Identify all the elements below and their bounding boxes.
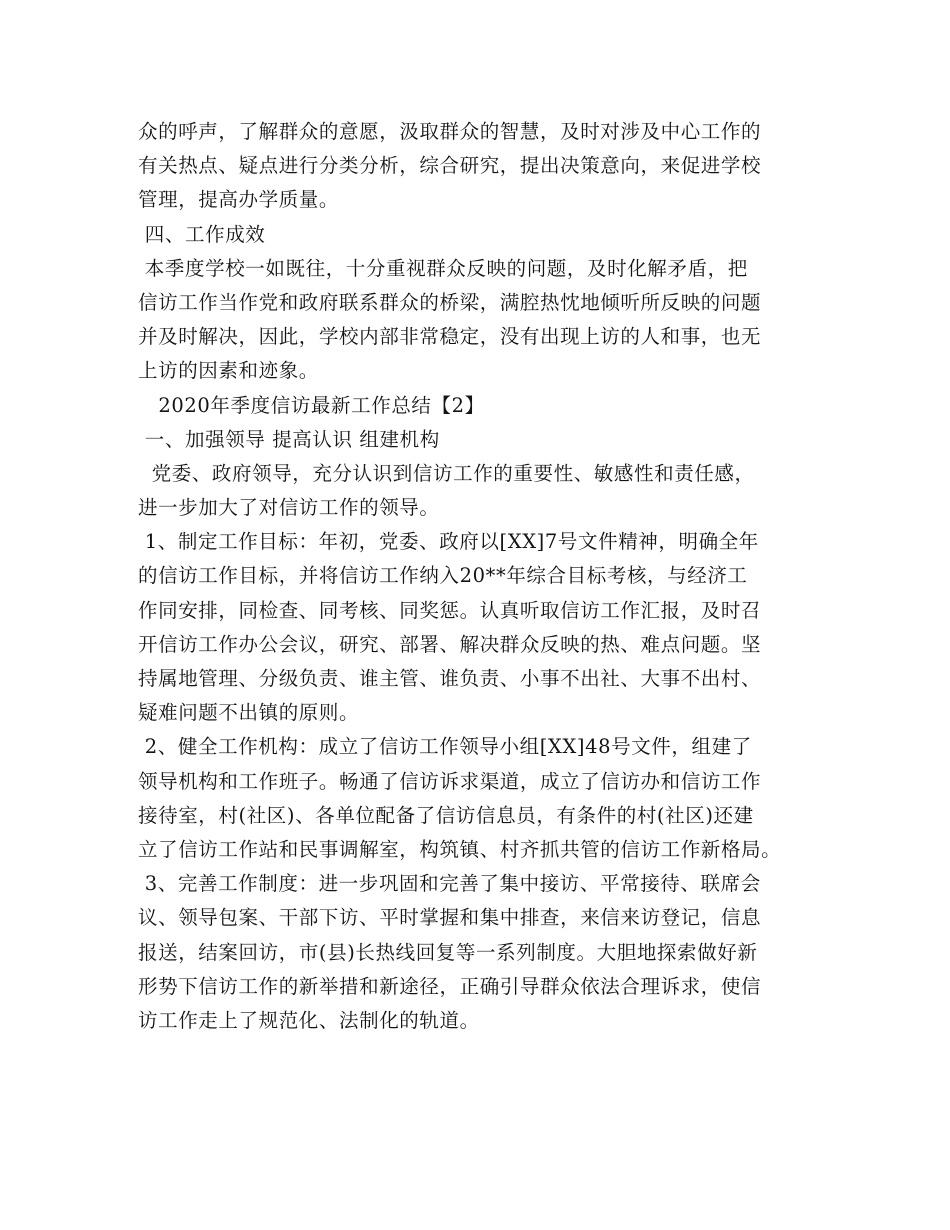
text-line: 作同安排，同检查、同考核、同奖惩。认真听取信访工作汇报，及时召 <box>138 598 762 622</box>
section-heading: 四、工作成效 <box>138 222 266 246</box>
text-line: 进一步加大了对信访工作的领导。 <box>138 496 440 520</box>
text-line: 议、领导包案、干部下访、平时掌握和集中排查，来信来访登记，信息 <box>138 906 762 930</box>
document-body <box>138 115 818 1038</box>
text-line: 有关热点、疑点进行分类分析，综合研究，提出决策意向，来促进学校 <box>138 154 762 178</box>
text-line: 的信访工作目标，并将信访工作纳入20**年综合目标考核，与经济工 <box>138 564 748 588</box>
text-line: 1、制定工作目标：年初，党委、政府以[XX]7号文件精神，明确全年 <box>138 530 759 554</box>
section-heading: 一、加强领导 提高认识 组建机构 <box>138 427 440 451</box>
text-line: 3、完善工作制度：进一步巩固和完善了集中接访、平常接待、联席会 <box>138 872 761 896</box>
text-line: 开信访工作办公会议，研究、部署、解决群众反映的热、难点问题。坚 <box>138 632 762 656</box>
text-line: 信访工作当作党和政府联系群众的桥梁，满腔热忱地倾听所反映的问题 <box>138 290 762 314</box>
text-line: 持属地管理、分级负责、谁主管、谁负责、小事不出社、大事不出村、 <box>138 667 762 690</box>
text-line: 管理，提高办学质量。 <box>138 188 340 212</box>
document-subtitle: 2020年季度信访最新工作总结【2】 <box>138 393 485 417</box>
text-line: 接待室，村(社区)、各单位配备了信访信息员，有条件的村(社区)还建 <box>138 803 754 827</box>
text-line: 疑难问题不出镇的原则。 <box>138 701 360 725</box>
text-line: 领导机构和工作班子。畅通了信访诉求渠道，成立了信访办和信访工作 <box>138 769 762 793</box>
text-line: 立了信访工作站和民事调解室，构筑镇、村齐抓共管的信访工作新格局。 <box>138 837 782 861</box>
text-line: 报送，结案回访，市(县)长热线回复等一系列制度。大胆地探索做好新 <box>138 940 758 964</box>
text-line: 本季度学校一如既往，十分重视群众反映的问题，及时化解矛盾，把 <box>138 256 748 280</box>
text-line: 形势下信访工作的新举措和新途径，正确引导群众依法合理诉求，使信 <box>138 974 762 998</box>
text-line: 访工作走上了规范化、法制化的轨道。 <box>138 1008 480 1032</box>
text-line: 众的呼声，了解群众的意愿，汲取群众的智慧，及时对涉及中心工作的 <box>138 120 762 143</box>
text-line: 2、健全工作机构：成立了信访工作领导小组[XX]48号文件，组建了 <box>138 735 752 759</box>
text-line: 党委、政府领导，充分认识到信访工作的重要性、敏感性和责任感， <box>138 461 755 485</box>
text-line: 并及时解决，因此，学校内部非常稳定，没有出现上访的人和事，也无 <box>138 325 762 349</box>
text-line: 上访的因素和迹象。 <box>138 359 319 383</box>
